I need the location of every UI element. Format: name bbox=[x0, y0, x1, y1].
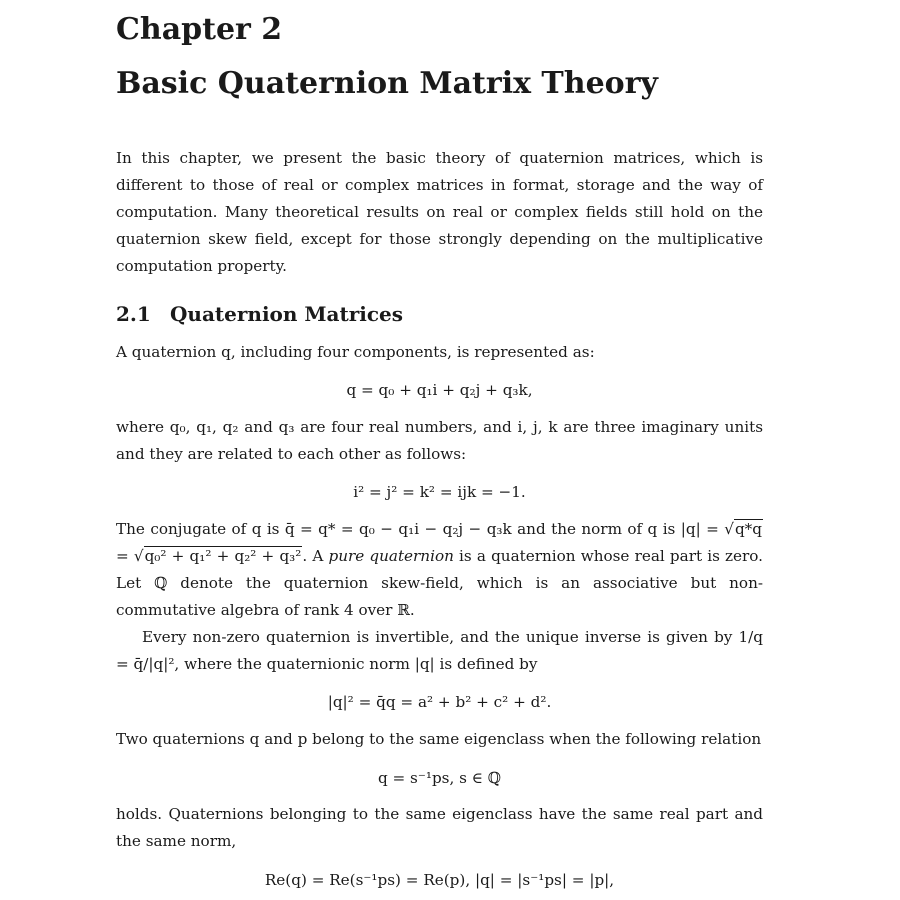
section-title: Quaternion Matrices bbox=[170, 302, 404, 326]
document-page bbox=[116, 0, 763, 900]
equation-quaternion: q = q₀ + q₁i + q₂j + q₃k, bbox=[346, 381, 533, 399]
equation-imaginary-units: i² = j² = k² = ijk = −1. bbox=[353, 483, 526, 501]
pure-quaternion-term: pure quaternion bbox=[328, 547, 454, 565]
conjugate-text-d: is a quaternion whose real part is zero. Let ℚ denote the quaternion skew-field, which is an associative but non-commutative algebra of rank 4 over ℝ. bbox=[116, 547, 763, 619]
sqrt-qstar-q: q*q bbox=[734, 520, 762, 538]
equation-eigenclass: q = s⁻¹ps, s ∈ ℚ bbox=[377, 769, 502, 787]
conjugate-text-c: . A bbox=[302, 547, 329, 565]
paragraph-inverse: Every non-zero quaternion is invertible, and the unique inverse is given by 1/q = q̄/|q|², where the quaternionic norm |q| is defined by bbox=[116, 628, 763, 673]
sqrt-sum-squares: q₀² + q₁² + q₂² + q₃² bbox=[144, 547, 302, 565]
equation-real-part-norm: Re(q) = Re(s⁻¹ps) = Re(p), |q| = |s⁻¹ps| = |p|, bbox=[264, 871, 615, 889]
section-number: 2.1 bbox=[116, 302, 151, 326]
conjugate-text-b: = √ bbox=[116, 547, 144, 565]
intro-paragraph: In this chapter, we present the basic theory of quaternion matrices, which is different to those of real or complex matrices in format, storage and the way of computation. Many theoretical results on real or complex fields still hold on the quaternion skew field, except for those strongly depending on the multiplicative computation property. bbox=[116, 149, 763, 275]
chapter-title: Basic Quaternion Matrix Theory bbox=[116, 66, 658, 101]
paragraph-quaternion-def: A quaternion q, including four components, is represented as: bbox=[116, 343, 595, 361]
paragraph-components: where q₀, q₁, q₂ and q₃ are four real numbers, and i, j, k are three imaginary units and they are related to each other as follows: bbox=[116, 418, 763, 463]
equation-norm: |q|² = q̄q = a² + b² + c² + d². bbox=[327, 693, 552, 711]
paragraph-eigenclass: Two quaternions q and p belong to the same eigenclass when the following relation bbox=[116, 730, 762, 748]
conjugate-text-a: The conjugate of q is q̄ = q* = q₀ − q₁i − q₂j − q₃k and the norm of q is |q| = √ bbox=[116, 520, 734, 538]
chapter-number: Chapter 2 bbox=[116, 12, 283, 47]
paragraph-conjugate-norm bbox=[116, 516, 763, 624]
section-heading bbox=[116, 302, 403, 326]
paragraph-eigenclass-properties: holds. Quaternions belonging to the same eigenclass have the same real part and the same norm, bbox=[116, 805, 763, 850]
